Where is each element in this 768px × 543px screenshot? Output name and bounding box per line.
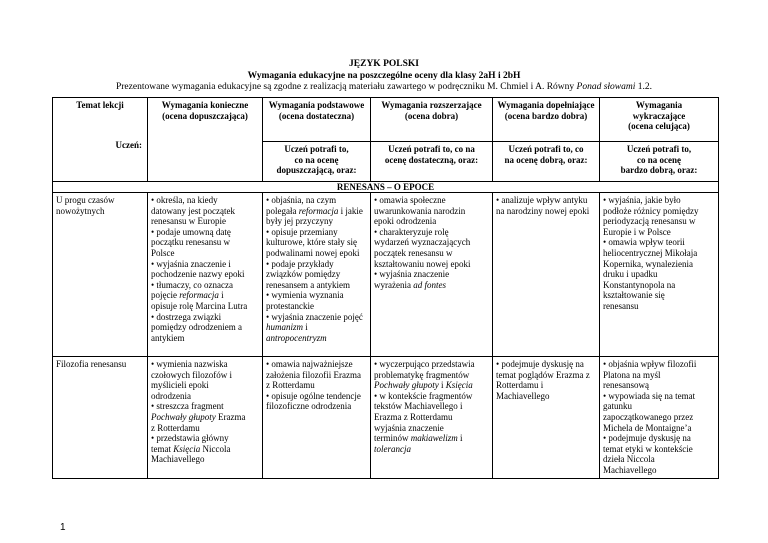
text-line: z Rotterdamu <box>266 380 315 391</box>
text-line: Uczeń potrafi to, co na <box>388 144 475 154</box>
col-header-extended <box>371 98 493 142</box>
subheader-basic <box>263 142 371 182</box>
row-cell-complementary <box>493 193 600 357</box>
text-line: • objaśnia wpływ filozofii <box>603 359 697 369</box>
text-line: filozoficzne odrodzenia <box>266 401 352 412</box>
text-line: bardzo dobrą, oraz: <box>620 165 698 176</box>
text-line: czołowych filozofów i <box>151 369 232 380</box>
text-line: • omawia wpływ teorii <box>603 237 685 248</box>
text-line: Machiavellego <box>603 464 657 475</box>
section-row <box>53 182 719 193</box>
text-line: Filozofia renesansu <box>56 359 127 369</box>
row-cell-extended <box>371 193 493 357</box>
text-line: Wymagania rozszerzające <box>381 100 482 110</box>
text-line: (ocena celująca) <box>628 121 690 132</box>
text-line: temat poglądów Erazma z <box>496 369 590 380</box>
text-line: Wymagania konieczne <box>161 100 249 110</box>
text-line: wyjaśnia znaczenie <box>374 422 444 433</box>
col-header-complementary <box>493 98 600 142</box>
text-line: Pochwały głupoty Erazma <box>151 411 246 422</box>
intro-prefix: Prezentowane wymagania edukacyjne są zgodne z realizacją materiału zawartego w podręczniku M. Chmiel i A. Równy <box>115 82 577 92</box>
text-line: opisuje rolę Marcina Lutra <box>151 300 248 311</box>
text-line: polegała reformacja i jakie <box>266 205 363 216</box>
row-cell-basic <box>263 193 371 357</box>
text-line: • wyjaśnia, jakie było <box>603 195 681 205</box>
text-line: • w kontekście fragmentów <box>374 390 473 401</box>
requirements-table <box>52 97 719 479</box>
text-line: • podaje przykłady <box>266 258 334 269</box>
header-row <box>53 98 719 142</box>
text-line: zapoczątkowanego przez <box>603 411 694 422</box>
text-line: renesansu w Europie <box>151 216 226 227</box>
text-line: związków pomiędzy <box>266 269 341 280</box>
col-header-topic <box>53 98 148 182</box>
text-line: Europie i w Polsce <box>603 226 671 237</box>
text-line: wydarzeń wyznaczających <box>374 237 471 248</box>
text-line: Machiavellego <box>496 390 550 401</box>
text-line: • wymienia wyznania <box>266 290 344 301</box>
text-line: datowany jest początek <box>151 205 235 216</box>
text-line: heliocentrycznej Mikołaja <box>603 247 698 258</box>
text-line: (ocena dostateczna) <box>278 110 355 121</box>
text-line: wyrażenia ad fontes <box>374 279 446 290</box>
text-line: (ocena bardzo dobra) <box>504 110 588 121</box>
intro-book-title: Ponad słowami <box>576 82 636 92</box>
row-cell-extended <box>371 357 493 479</box>
text-line: temat Księcia Niccola <box>151 443 231 454</box>
text-line: Temat lekcji <box>76 100 124 110</box>
doc-subject-title: JĘZYK POLSKI <box>349 59 419 69</box>
text-line: Uczeń potrafi to, co <box>508 144 584 154</box>
text-line: Machiavellego <box>151 454 205 465</box>
text-line: • opisuje przemiany <box>266 226 338 237</box>
text-line: Polsce <box>151 247 175 258</box>
text-line: Pochwały głupoty i Księcia <box>374 380 473 391</box>
text-line: Uczeń potrafi to, <box>284 144 349 154</box>
col-header-required <box>148 98 263 182</box>
text-line: Wymagania <box>635 100 683 110</box>
text-line: • wymienia nazwiska <box>151 359 228 369</box>
text-line: Uczeń potrafi to, <box>626 144 692 154</box>
text-line: ocenę dostateczną, oraz: <box>384 154 479 165</box>
text-line: na narodziny nowej epoki <box>496 205 590 216</box>
text-line: (ocena dobra) <box>404 110 459 121</box>
text-line: druku i upadku <box>603 269 658 280</box>
text-line: renesansową <box>603 380 649 391</box>
text-line: podłoże różnicy pomiędzy <box>603 205 699 216</box>
text-line: Platona na myśl <box>603 369 661 380</box>
text-line: periodyzacją renesansu w <box>603 216 696 227</box>
text-line: pochodzenie nazwy epoki <box>151 269 245 280</box>
text-line: • wyjaśnia znaczenie i <box>151 258 231 269</box>
text-line: Michela de Montaigne’a <box>603 422 692 433</box>
table-row <box>53 357 719 479</box>
text-line: • analizuje wpływ antyku <box>496 195 588 205</box>
text-line: • omawia społeczne <box>374 195 446 205</box>
text-line: kształtowanie się <box>603 290 665 301</box>
text-line: epoki odrodzenia <box>374 216 437 227</box>
text-line: • wyjaśnia znaczenie <box>374 269 450 280</box>
text-line: nowożytnych <box>56 205 105 216</box>
text-line: • charakteryzuje rolę <box>374 226 449 237</box>
text-line: renesansem a antykiem <box>266 279 350 290</box>
text-line: U progu czasów <box>56 195 115 205</box>
text-line: • dostrzega związki <box>151 311 222 322</box>
row-cell-required <box>148 193 263 357</box>
text-line: • przedstawia główny <box>151 433 229 444</box>
text-line: co na ocenę <box>294 154 339 165</box>
text-line: terminów makiawelizm i <box>374 433 463 444</box>
text-line: tolerancja <box>374 443 411 454</box>
text-line: renesansu <box>603 300 639 311</box>
row-cell-exceeding <box>600 193 719 357</box>
sub-label-student: Uczeń: <box>115 139 142 150</box>
text-line: tekstów Machiavellego i <box>374 401 463 412</box>
row-topic <box>53 193 148 357</box>
doc-main-title: Wymagania edukacyjne na poszczególne oceny dla klasy 2aH i 2bH <box>247 71 521 81</box>
text-line: antropocentryzm <box>266 332 327 343</box>
text-line: Rotterdamu i <box>496 380 544 391</box>
page-number: 1 <box>60 522 66 533</box>
text-line: gatunku <box>603 401 632 412</box>
text-line: temat etyki w kontekście <box>603 443 693 454</box>
text-line: kształtowaniu nowej epoki <box>374 258 471 269</box>
row-cell-basic <box>263 357 371 479</box>
text-line: wykraczające <box>632 110 686 121</box>
text-line: • wypowiada się na temat <box>603 390 696 401</box>
text-line: humanizm i <box>266 322 308 333</box>
text-line: dzieła Niccola <box>603 454 655 465</box>
subheader-exceeding <box>600 142 719 182</box>
text-line: (ocena dopuszczająca) <box>162 110 248 121</box>
text-line: Wymagania podstawowe <box>268 100 365 110</box>
text-line: • omawia najważniejsze <box>266 359 353 369</box>
text-line: co na ocenę <box>637 154 681 165</box>
subheader-extended <box>371 142 493 182</box>
row-cell-required <box>148 357 263 479</box>
text-line: Konstantynopola na <box>603 279 676 290</box>
text-line: dopuszczającą, oraz: <box>276 165 357 176</box>
col-header-exceeding <box>600 98 719 142</box>
text-line: • podejmuje dyskusję na <box>603 433 691 444</box>
table-row <box>53 193 719 357</box>
text-line: protestanckie <box>266 300 314 311</box>
text-line: • podaje umowną datę <box>151 226 231 237</box>
text-line: myślicieli epoki <box>151 380 209 391</box>
text-line: były jej przyczyny <box>266 216 333 227</box>
text-line: • podejmuje dyskusję na <box>496 359 584 369</box>
col-header-basic <box>263 98 371 142</box>
text-line: • wyjaśnia znaczenie pojęć <box>266 311 363 322</box>
doc-intro-line <box>0 82 768 93</box>
text-line: pomiędzy odrodzeniem a <box>151 322 242 333</box>
text-line: na ocenę dobrą, oraz: <box>504 154 588 165</box>
text-line: • objaśnia, na czym <box>266 195 337 205</box>
text-line: Erazma z Rotterdamu <box>374 411 453 422</box>
text-line: podwalinami nowej epoki <box>266 247 360 258</box>
text-line: początek renesansu w <box>374 247 453 258</box>
text-line: z Rotterdamu <box>151 422 200 433</box>
text-line: początku renesansu w <box>151 237 230 248</box>
text-line: kulturowe, które stały się <box>266 237 357 248</box>
text-line: • wyczerpująco przedstawia <box>374 359 475 369</box>
text-line: odrodzenia <box>151 390 191 401</box>
subheader-complementary <box>493 142 600 182</box>
text-line: • streszcza fragment <box>151 401 224 412</box>
text-line: • opisuje ogólne tendencje <box>266 390 361 401</box>
text-line: pojęcie reformacja i <box>151 290 224 301</box>
intro-suffix: 1.2. <box>635 82 653 92</box>
text-line: antykiem <box>151 332 185 343</box>
section-title: RENESANS – O EPOCE <box>53 182 719 193</box>
row-topic <box>53 357 148 479</box>
row-cell-exceeding <box>600 357 719 479</box>
text-line: Wymagania dopełniające <box>497 100 595 110</box>
text-line: • określa, na kiedy <box>151 195 218 205</box>
row-cell-complementary <box>493 357 600 479</box>
text-line: Kopernika, wynalezienia <box>603 258 693 269</box>
text-line: uwarunkowania narodzin <box>374 205 466 216</box>
text-line: problematykę fragmentów <box>374 369 470 380</box>
text-line: założenia filozofii Erazma <box>266 369 361 380</box>
text-line: • tłumaczy, co oznacza <box>151 279 234 290</box>
